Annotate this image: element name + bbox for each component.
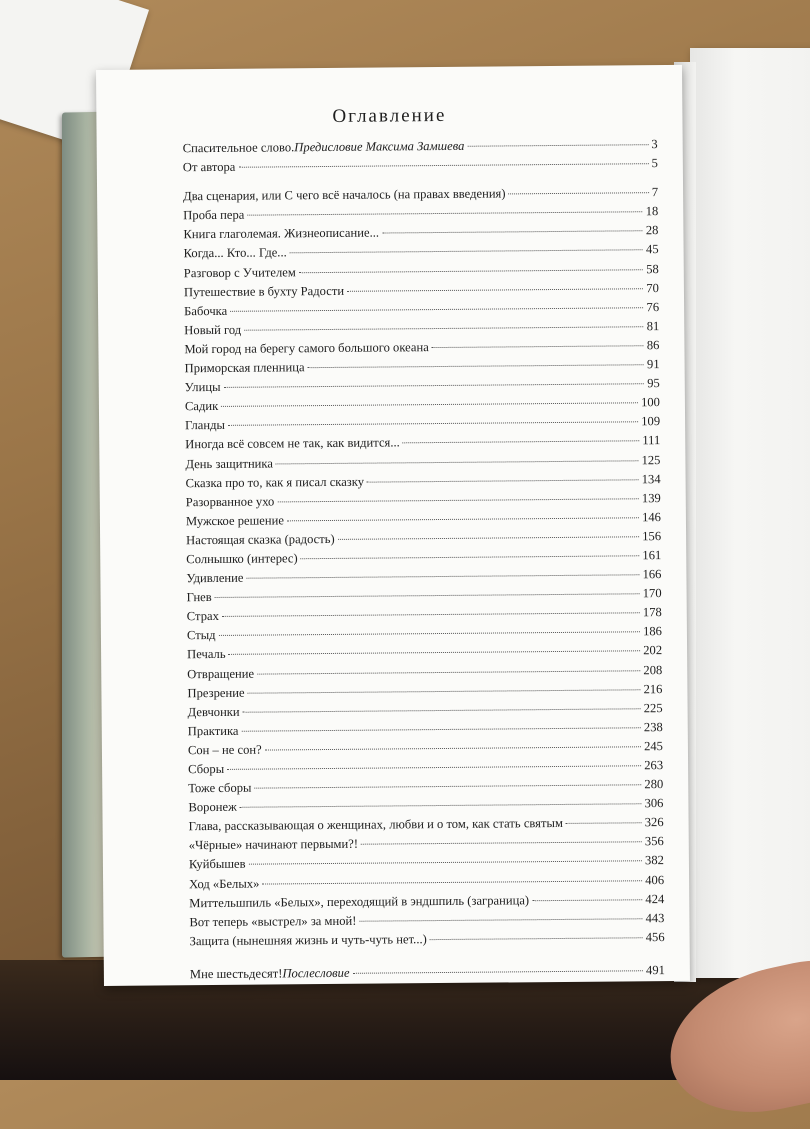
toc-entry-title: От автора bbox=[182, 159, 236, 175]
toc-entry-page-number: 146 bbox=[641, 509, 661, 525]
toc-entry-title: Защита (нынешняя жизнь и чуть-чуть нет...) bbox=[189, 931, 427, 949]
dot-leader bbox=[249, 861, 643, 865]
toc-entry-title: День защитника bbox=[185, 455, 273, 471]
dot-leader bbox=[308, 364, 644, 368]
toc-entry-title: Девчонки bbox=[187, 704, 240, 719]
toc-entry-title: Приморская пленница bbox=[184, 360, 305, 376]
toc-entry-title: Бабочка bbox=[184, 303, 228, 318]
dot-leader bbox=[246, 574, 639, 578]
toc-entry-page-number: 111 bbox=[642, 433, 661, 448]
toc-entry-title: Практика bbox=[187, 723, 239, 739]
toc-entry-page-number: 86 bbox=[646, 338, 660, 353]
dot-leader bbox=[230, 307, 643, 312]
toc-entry-title: Гланды bbox=[185, 418, 225, 433]
dot-leader bbox=[301, 555, 640, 559]
toc-entry-title: Разговор с Учителем bbox=[183, 264, 296, 280]
toc-entry-title: Разорванное ухо bbox=[185, 494, 275, 509]
toc-entry-title: Настоящая сказка (радость) bbox=[186, 531, 335, 548]
toc-entry-page-number: 58 bbox=[646, 261, 659, 276]
toc-entry-subtitle: Предисловие Максима Замшева bbox=[294, 138, 465, 155]
toc-entry-title: Презрение bbox=[187, 685, 245, 700]
toc-heading: Оглавление bbox=[332, 104, 447, 127]
toc-entry-page-number: 306 bbox=[644, 796, 664, 811]
toc-entry-title: Садик bbox=[184, 399, 219, 414]
toc-entry-title: Куйбышев bbox=[188, 857, 246, 872]
toc-entry-title: Мне шестьдесят! bbox=[189, 966, 283, 982]
toc-entry-page-number: 81 bbox=[646, 318, 660, 334]
dot-leader bbox=[430, 937, 643, 940]
toc-entry-page-number: 161 bbox=[642, 548, 662, 563]
toc-entry-page-number: 406 bbox=[645, 872, 665, 887]
dot-leader bbox=[247, 212, 642, 216]
toc-entry-page-number: 280 bbox=[644, 777, 664, 792]
dot-leader bbox=[248, 689, 641, 693]
dot-leader bbox=[509, 192, 649, 194]
dot-leader bbox=[566, 823, 642, 825]
dot-leader bbox=[290, 250, 643, 254]
toc-entry-page-number: 5 bbox=[651, 156, 658, 171]
toc-entry-page-number: 100 bbox=[640, 395, 660, 410]
toc-entry-title: Путешествие в бухту Радости bbox=[183, 283, 345, 299]
dot-leader bbox=[467, 144, 648, 147]
toc-entry-page-number: 3 bbox=[651, 137, 658, 152]
toc-entry-page-number: 443 bbox=[645, 910, 665, 925]
toc-entry-page-number: 139 bbox=[641, 490, 661, 505]
toc-entry-page-number: 18 bbox=[645, 204, 659, 219]
toc-entry-page-number: 326 bbox=[644, 815, 664, 830]
toc-entry-page-number: 356 bbox=[644, 834, 664, 849]
toc-entry-subtitle: Послесловие bbox=[282, 965, 350, 981]
dot-leader bbox=[215, 593, 640, 598]
toc-entry-page-number: 95 bbox=[647, 376, 660, 391]
dot-leader bbox=[347, 288, 643, 292]
toc-entry-page-number: 178 bbox=[642, 605, 662, 620]
toc-entry-title: Удивление bbox=[186, 570, 244, 586]
toc-entry-title: Сон – не сон? bbox=[187, 742, 262, 758]
toc-entry-page-number: 186 bbox=[642, 624, 662, 639]
dot-leader bbox=[287, 517, 639, 521]
toc-entry-page-number: 156 bbox=[642, 528, 662, 544]
dot-leader bbox=[221, 403, 638, 408]
toc-entry-page-number: 382 bbox=[644, 853, 664, 868]
toc-entry-page-number: 456 bbox=[645, 929, 665, 945]
toc-entry-page-number: 45 bbox=[645, 242, 659, 257]
toc-entry-page-number: 225 bbox=[643, 700, 663, 715]
toc-entry-title: Отвращение bbox=[187, 666, 255, 681]
dot-leader bbox=[241, 727, 640, 731]
toc-entry-page-number: 28 bbox=[645, 223, 659, 238]
dot-leader bbox=[353, 970, 643, 974]
toc-entry-page-number: 208 bbox=[643, 662, 663, 677]
toc-entry-title: Гнев bbox=[186, 590, 212, 605]
toc-entry-title: Печаль bbox=[187, 647, 226, 662]
toc-entry-title: Проба пера bbox=[183, 207, 245, 223]
dot-leader bbox=[243, 708, 641, 712]
toc-entry-page-number: 109 bbox=[641, 414, 661, 429]
dot-leader bbox=[403, 441, 640, 444]
dot-leader bbox=[262, 880, 642, 884]
dot-leader bbox=[277, 498, 639, 502]
toc-entry-title: Сказка про то, как я писал сказку bbox=[185, 474, 365, 490]
toc-entry-title: Тоже сборы bbox=[188, 780, 252, 796]
dot-leader bbox=[244, 326, 644, 330]
toc-entry-title: Мой город на берегу самого большого океана bbox=[184, 340, 429, 357]
toc-entry-title: Миттельшпиль «Белых», переходящий в эндшпиль (заграница) bbox=[189, 892, 530, 910]
dot-leader bbox=[361, 842, 642, 845]
toc-entry-title: Спасительное слово. bbox=[182, 140, 295, 156]
dot-leader bbox=[240, 803, 642, 808]
toc-entry-page-number: 170 bbox=[642, 586, 662, 601]
dot-leader bbox=[229, 651, 641, 656]
dot-leader bbox=[338, 536, 640, 540]
toc-entry-title: Сборы bbox=[188, 761, 225, 777]
dot-leader bbox=[222, 613, 640, 618]
dot-leader bbox=[276, 460, 639, 464]
right-page bbox=[690, 48, 810, 978]
toc-entry-page-number: 7 bbox=[651, 185, 659, 200]
toc-entry-page-number: 238 bbox=[643, 719, 663, 735]
toc-entry-title: Улицы bbox=[184, 380, 221, 395]
dot-leader bbox=[265, 746, 641, 750]
toc-entry-page-number: 424 bbox=[645, 891, 665, 906]
toc-entry-title: Стыд bbox=[186, 628, 216, 643]
toc-entry-title: Глава, рассказывающая о женщинах, любви и о том, как стать святым bbox=[188, 816, 563, 834]
toc-entry-title: Вот теперь «выстрел» за мной! bbox=[189, 913, 357, 929]
toc-entry-title: Мужское решение bbox=[185, 513, 284, 529]
dot-leader bbox=[228, 422, 638, 427]
toc-entry-page-number: 491 bbox=[645, 963, 665, 978]
toc-entry-page-number: 76 bbox=[646, 299, 660, 314]
dot-leader bbox=[299, 269, 643, 273]
toc-entry-title: Воронеж bbox=[188, 799, 237, 815]
toc-entry-title: Иногда всё совсем не так, как видится... bbox=[185, 435, 400, 452]
toc-list bbox=[183, 135, 665, 984]
toc-entry-page-number: 91 bbox=[646, 357, 660, 372]
dot-leader bbox=[219, 632, 640, 637]
toc-entry-title: «Чёрные» начинают первыми?! bbox=[188, 837, 359, 853]
toc-entry bbox=[190, 961, 665, 984]
toc-entry-title: Страх bbox=[186, 609, 219, 624]
toc-entry bbox=[183, 154, 658, 177]
dot-leader bbox=[238, 163, 648, 168]
dot-leader bbox=[367, 479, 639, 482]
toc-entry-title: Ход «Белых» bbox=[189, 876, 260, 891]
toc-entry-page-number: 263 bbox=[644, 758, 664, 773]
toc-entry-page-number: 245 bbox=[643, 738, 663, 754]
dot-leader bbox=[254, 784, 641, 788]
toc-entry-title: Книга глаголемая. Жизнеописание... bbox=[183, 225, 380, 242]
toc-entry-page-number: 202 bbox=[643, 643, 663, 658]
toc-entry-page-number: 216 bbox=[643, 681, 663, 696]
toc-entry-page-number: 70 bbox=[646, 280, 659, 295]
dot-leader bbox=[227, 765, 641, 770]
toc-entry-page-number: 166 bbox=[642, 567, 662, 582]
toc-entry-title: Солнышко (интерес) bbox=[186, 551, 298, 567]
toc-entry-page-number: 125 bbox=[641, 452, 661, 467]
dot-leader bbox=[532, 899, 642, 901]
toc-entry-title: Два сценария, или С чего всё началось (на правах введения) bbox=[183, 186, 506, 204]
dot-leader bbox=[432, 345, 644, 348]
dot-leader bbox=[382, 231, 643, 234]
left-page bbox=[96, 65, 690, 986]
toc-entry-title: Когда... Кто... Где... bbox=[183, 245, 287, 261]
dot-leader bbox=[359, 918, 642, 921]
dot-leader bbox=[257, 670, 640, 674]
toc-entry bbox=[190, 928, 665, 951]
dot-leader bbox=[224, 383, 645, 388]
toc-entry-page-number: 134 bbox=[641, 471, 661, 486]
toc-entry-title: Новый год bbox=[184, 322, 242, 338]
